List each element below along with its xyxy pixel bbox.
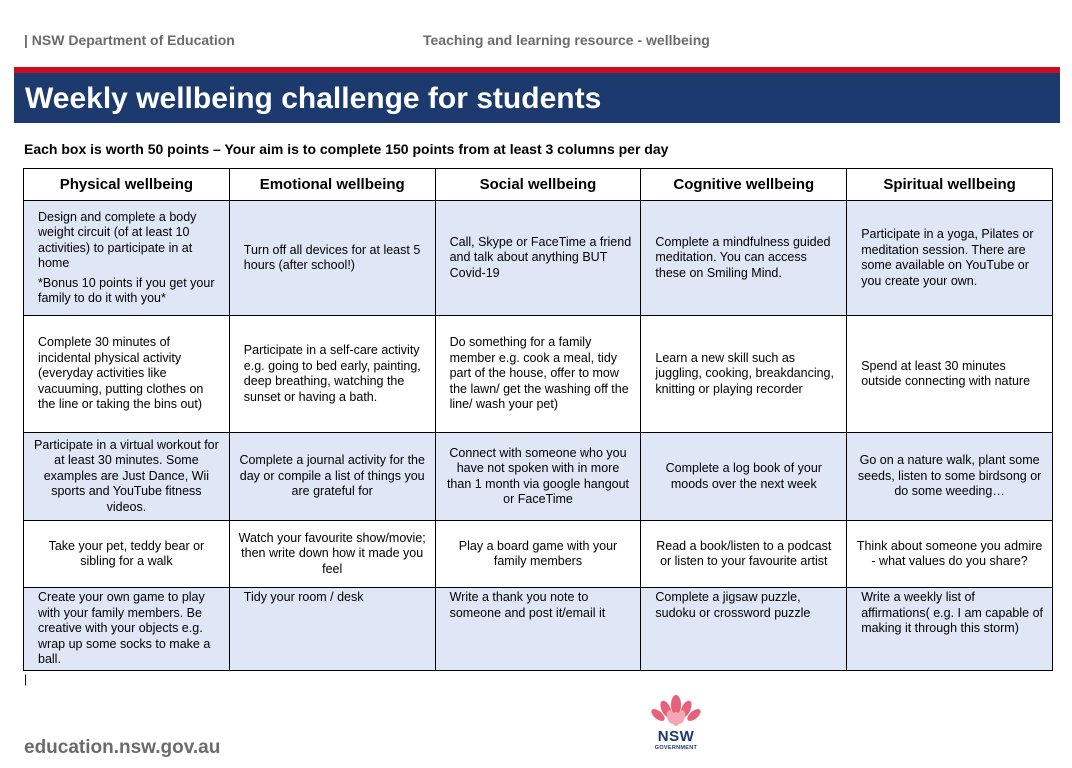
challenge-cell: Go on a nature walk, plant some seeds, listen to some birdsong or do some weeding… (847, 433, 1053, 521)
page-title: Weekly wellbeing challenge for students (14, 73, 1060, 123)
column-header-social: Social wellbeing (435, 169, 641, 201)
challenge-cell: Participate in a yoga, Pilates or meditation session. There are some available on YouTube or you create your own. (847, 201, 1053, 316)
logo-text: NSW (657, 728, 695, 745)
table-row (24, 316, 1053, 433)
column-header-emotional: Emotional wellbeing (229, 169, 435, 201)
challenge-cell: Complete a journal activity for the day or compile a list of things you are grateful for (229, 433, 435, 521)
challenge-cell (24, 201, 230, 316)
challenge-cell: Take your pet, teddy bear or sibling for a walk (24, 521, 230, 588)
table-row (24, 433, 1053, 521)
waratah-icon (648, 695, 704, 729)
nsw-government-logo (648, 695, 708, 757)
challenge-table (23, 168, 1053, 671)
table-row (24, 521, 1053, 588)
challenge-cell: Complete a mindfulness guided meditation. You can access these on Smiling Mind. (641, 201, 847, 316)
instructions: Each box is worth 50 points – Your aim is to complete 150 points from at least 3 columns per day (24, 141, 669, 157)
column-header-cognitive: Cognitive wellbeing (641, 169, 847, 201)
logo-subtext: GOVERNMENT (654, 745, 698, 751)
challenge-cell: Do something for a family member e.g. cook a meal, tidy part of the house, offer to mow the lawn/ get the washing off the line/ wash your pet) (435, 316, 641, 433)
challenge-cell: Participate in a self-care activity e.g. going to bed early, painting, deep breathing, watching the sunset or having a bath. (229, 316, 435, 433)
challenge-cell: Learn a new skill such as juggling, cooking, breakdancing, knitting or playing recorder (641, 316, 847, 433)
table-row (24, 588, 1053, 671)
challenge-cell: Write a weekly list of affirmations( e.g. I am capable of making it through this storm) (847, 588, 1053, 671)
challenge-cell: Write a thank you note to someone and post it/email it (435, 588, 641, 671)
challenge-cell: Call, Skype or FaceTime a friend and talk about anything BUT Covid-19 (435, 201, 641, 316)
challenge-cell: Complete a log book of your moods over the next week (641, 433, 847, 521)
challenge-cell: Turn off all devices for at least 5 hours (after school!) (229, 201, 435, 316)
challenge-cell: Spend at least 30 minutes outside connecting with nature (847, 316, 1053, 433)
bonus-note: *Bonus 10 points if you get your family to do it with you* (38, 275, 215, 305)
footer-url: education.nsw.gov.au (24, 737, 221, 758)
header-department: | NSW Department of Education (24, 32, 235, 48)
header-resource-title: Teaching and learning resource - wellbeing (423, 32, 710, 48)
challenge-cell: Think about someone you admire - what values do you share? (847, 521, 1053, 588)
challenge-cell: Complete 30 minutes of incidental physical activity (everyday activities like vacuuming, putting clothes on the line or taking the bins out) (24, 316, 230, 433)
challenge-cell: Tidy your room / desk (229, 588, 435, 671)
column-header-physical: Physical wellbeing (24, 169, 230, 201)
challenge-cell: Create your own game to play with your family members. Be creative with your objects e.g. wrap up some socks to make a ball. (24, 588, 230, 671)
challenge-cell: Watch your favourite show/movie; then write down how it made you feel (229, 521, 435, 588)
table-header-row (24, 169, 1053, 201)
challenge-cell: Play a board game with your family members (435, 521, 641, 588)
text-cursor-mark: | (24, 672, 28, 686)
challenge-cell: Participate in a virtual workout for at least 30 minutes. Some examples are Just Dance, Wii sports and YouTube fitness videos. (24, 433, 230, 521)
column-header-spiritual: Spiritual wellbeing (847, 169, 1053, 201)
challenge-text: Design and complete a body weight circuit (of at least 10 activities) to participate in at home (38, 209, 197, 270)
challenge-cell: Complete a jigsaw puzzle, sudoku or crossword puzzle (641, 588, 847, 671)
table-row (24, 201, 1053, 316)
challenge-cell: Connect with someone who you have not spoken with in more than 1 month via google hangout or FaceTime (435, 433, 641, 521)
challenge-cell: Read a book/listen to a podcast or listen to your favourite artist (641, 521, 847, 588)
